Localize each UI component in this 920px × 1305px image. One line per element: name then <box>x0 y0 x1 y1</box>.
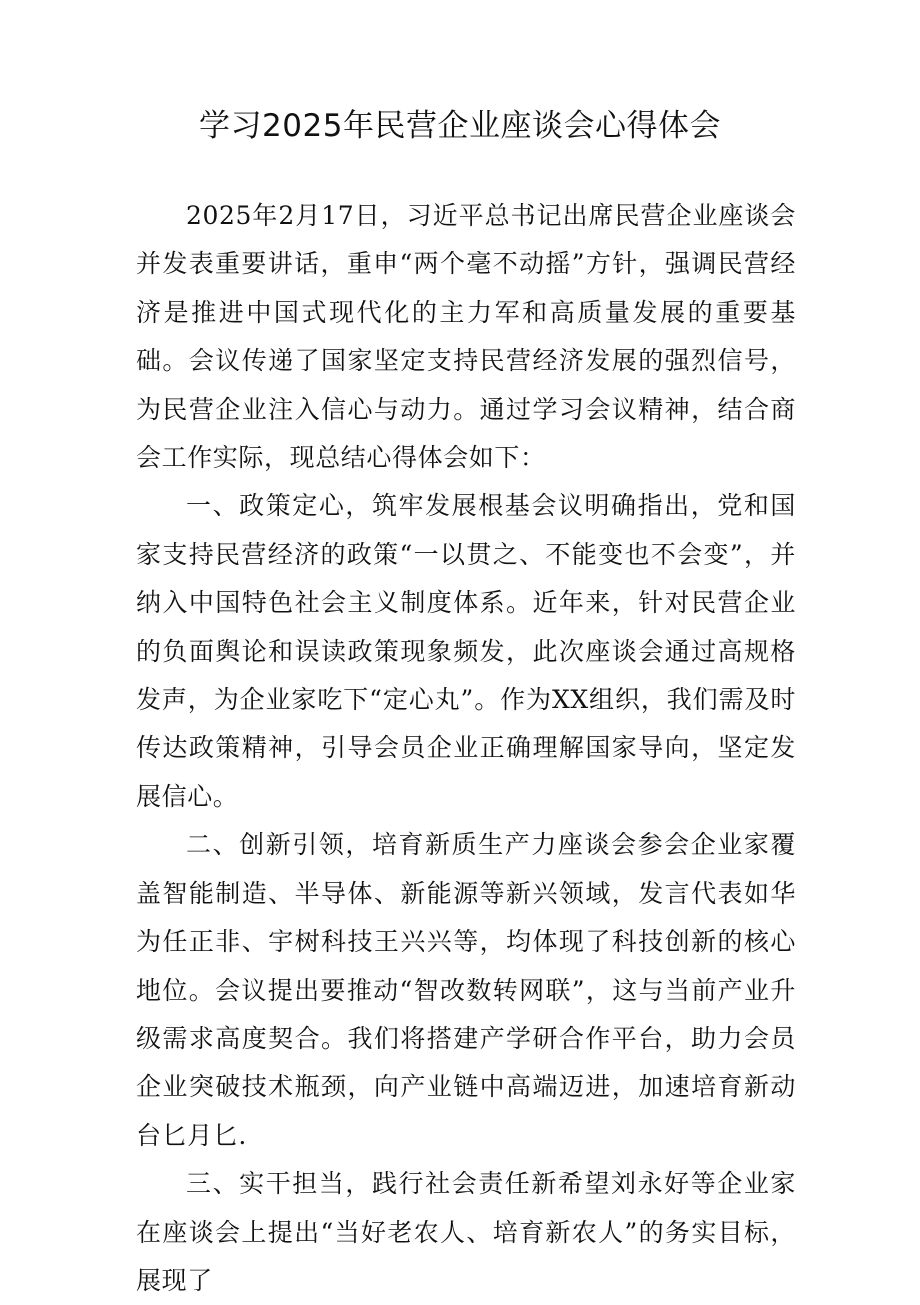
document-title: 学习2025年民营企业座谈会心得体会 <box>199 108 721 144</box>
paragraph-intro: 2025年2月17日，习近平总书记出席民营企业座谈会并发表重要讲话，重申“两个毫不动摇”方针，强调民营经济是推进中国式现代化的主力军和高质量发展的重要基础。会议传递了国家坚定支持民营经济发展的强烈信号，为民营企业注入信心与动力。通过学习会议精神，结合商会工作实际，现总结心得体会如下： <box>136 201 796 473</box>
paragraph-section-2: 二、创新引领，培育新质生产力座谈会参会企业家覆盖智能制造、半导体、新能源等新兴领域，发言代表如华为任正非、宇树科技王兴兴等，均体现了科技创新的核心地位。会议提出要推动“智改数转网联”，这与当前产业升级需求高度契合。我们将搭建产学研合作平台，助力会员企业突破技术瓶颈，向产业链中高端迈进，加速培育新动台匕月匕. <box>136 830 796 1150</box>
paragraph-section-1: 一、政策定心，筑牢发展根基会议明确指出，党和国家支持民营经济的政策“一以贯之、不能变也不会变”，并纳入中国特色社会主义制度体系。近年来，针对民营企业的负面舆论和误读政策现象频发，此次座谈会通过高规格发声，为企业家吃下“定心丸”。作为XX组织，我们需及时传达政策精神，引导会员企业正确理解国家导向，坚定发展信心。 <box>136 491 796 811</box>
paragraph-section-3: 三、实干担当，践行社会责任新希望刘永好等企业家在座谈会上提出“当好老农人、培育新农人”的务实目标，展现了 <box>136 1169 796 1295</box>
document-body <box>136 192 796 1305</box>
